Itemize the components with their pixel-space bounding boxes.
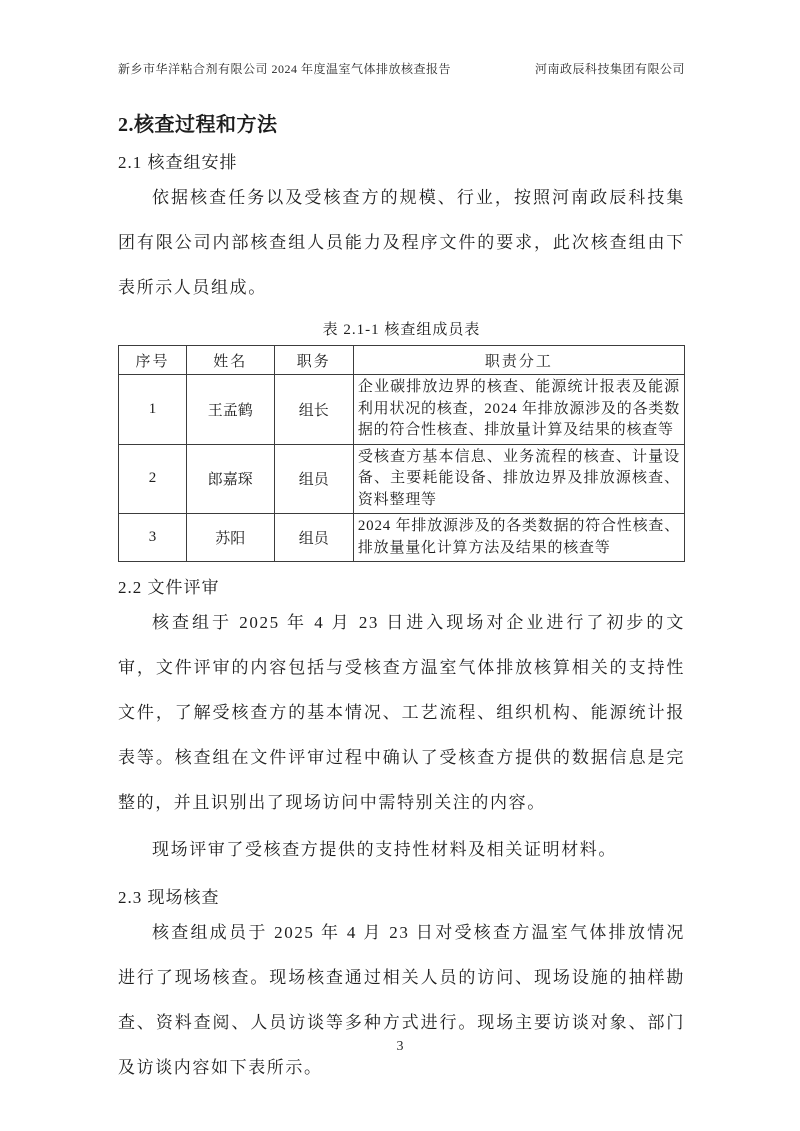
team-members-table xyxy=(118,345,685,562)
page-header xyxy=(118,60,685,77)
column-header-name: 姓名 xyxy=(186,346,274,375)
cell-name: 苏阳 xyxy=(186,514,274,562)
cell-no: 3 xyxy=(119,514,187,562)
heading-2-2: 2.2 文件评审 xyxy=(118,578,220,597)
column-header-role: 职务 xyxy=(274,346,353,375)
header-company-name: 河南政辰科技集团有限公司 xyxy=(534,62,685,76)
table-row xyxy=(119,444,685,514)
chapter-title: 2.核查过程和方法 xyxy=(118,114,278,136)
table-header-row xyxy=(119,346,685,375)
cell-role: 组员 xyxy=(274,444,353,514)
table-row xyxy=(119,514,685,562)
cell-role: 组长 xyxy=(274,375,353,445)
cell-no: 2 xyxy=(119,444,187,514)
table-row xyxy=(119,375,685,445)
cell-name: 郎嘉琛 xyxy=(186,444,274,514)
cell-duty: 企业碳排放边界的核查、能源统计报表及能源利用状况的核查，2024 年排放源涉及的各类数据的符合性核查、排放量计算及结果的核查等 xyxy=(353,375,684,445)
paragraph-onsite-verification: 核查组成员于 2025 年 4 月 23 日对受核查方温室气体排放情况进行了现场核查。现场核查通过相关人员的访问、现场设施的抽样勘查、资料查阅、人员访谈等多种方式进行。现场主要访谈对象、部门及访谈内容如下表所示。 xyxy=(118,923,685,1077)
header-report-title: 新乡市华洋粘合剂有限公司 2024 年度温室气体排放核查报告 xyxy=(118,62,452,76)
page-number: 3 xyxy=(396,1039,404,1054)
heading-2-1: 2.1 核查组安排 xyxy=(118,153,238,172)
heading-2-3: 2.3 现场核查 xyxy=(118,888,220,907)
cell-no: 1 xyxy=(119,375,187,445)
cell-duty: 2024 年排放源涉及的各类数据的符合性核查、排放量量化计算方法及结果的核查等 xyxy=(353,514,684,562)
column-header-no: 序号 xyxy=(119,346,187,375)
cell-duty: 受核查方基本信息、业务流程的核查、计量设备、主要耗能设备、排放边界及排放源核查、资料整理等 xyxy=(353,444,684,514)
cell-role: 组员 xyxy=(274,514,353,562)
paragraph-team-arrangement: 依据核查任务以及受核查方的规模、行业，按照河南政辰科技集团有限公司内部核查组人员能力及程序文件的要求，此次核查组由下表所示人员组成。 xyxy=(118,188,685,297)
paragraph-document-review: 核查组于 2025 年 4 月 23 日进入现场对企业进行了初步的文审，文件评审的内容包括与受核查方温室气体排放核算相关的支持性文件，了解受核查方的基本情况、工艺流程、组织机构、能源统计报表等。核查组在文件评审过程中确认了受核查方提供的数据信息是完整的，并且识别出了现场访问中需特别关注的内容。 xyxy=(118,613,685,812)
cell-name: 王孟鹤 xyxy=(186,375,274,445)
paragraph-onsite-review: 现场评审了受核查方提供的支持性材料及相关证明材料。 xyxy=(152,840,617,859)
column-header-duty: 职责分工 xyxy=(353,346,684,375)
table-caption: 表 2.1-1 核查组成员表 xyxy=(322,322,481,338)
